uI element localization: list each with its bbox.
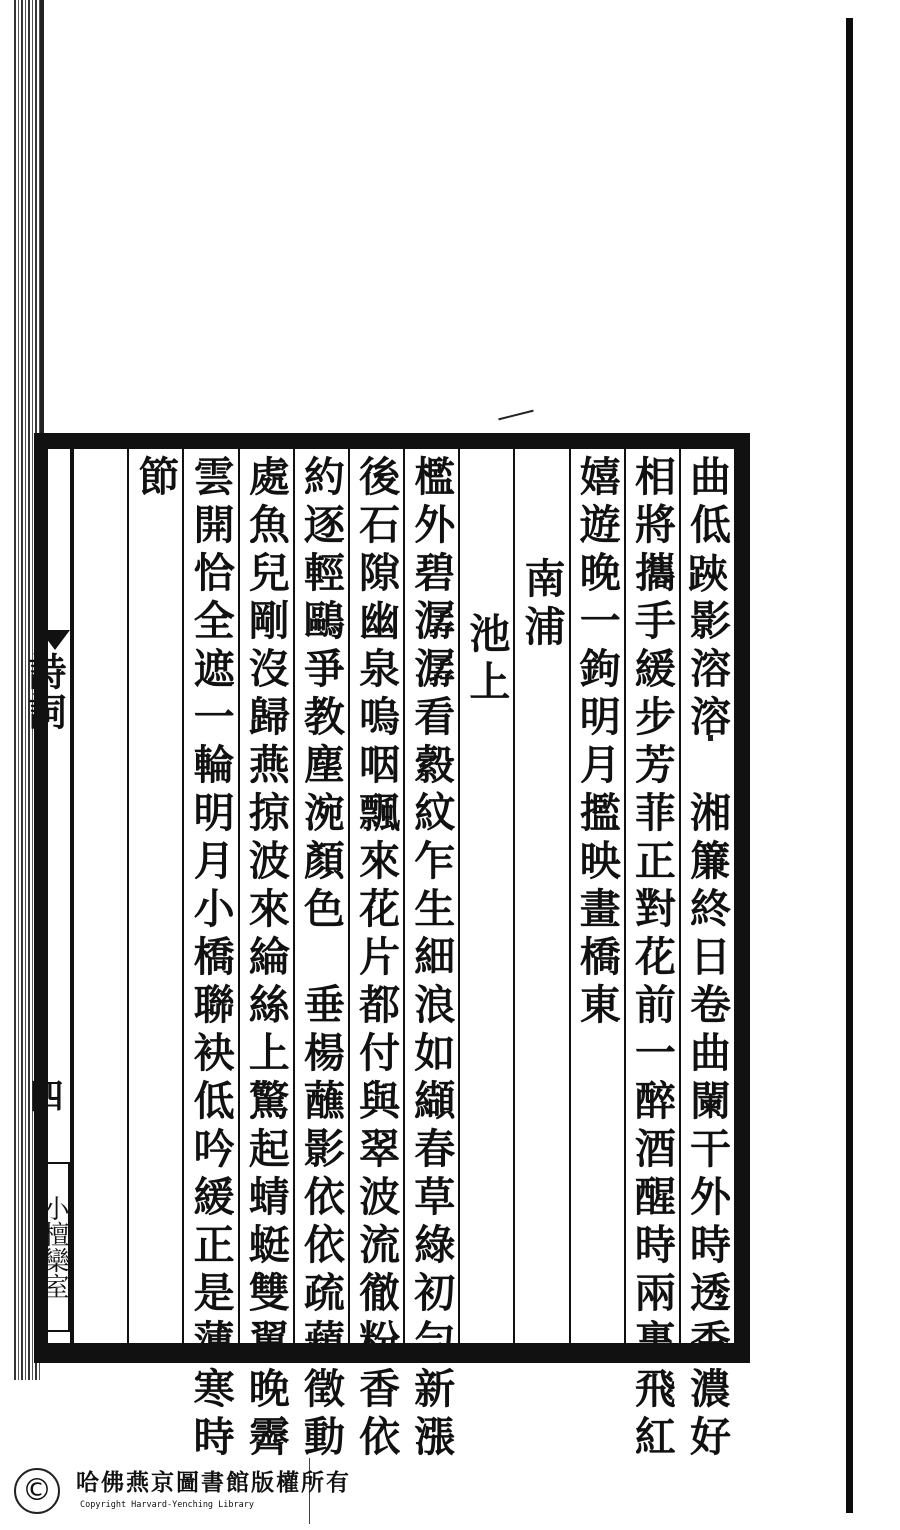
- column-text: 約逐輕鷗爭教塵涴顏色 垂楊蘸影依依疏蘋徵動: [296, 455, 345, 1463]
- fish-tail-mark: [40, 630, 70, 650]
- column-text: 檻外碧潺潺看縠紋乍生細浪如纈春草綠初勻新漲: [407, 455, 456, 1463]
- copyright-stamp: [10, 1458, 351, 1524]
- text-column: [624, 449, 679, 1463]
- text-column: [403, 449, 458, 1463]
- text-columns: [72, 449, 734, 1463]
- text-column: [348, 449, 403, 1463]
- column-text: 處魚兒剛沒歸燕掠波來綸絲上驚起蜻蜓雙翼晚霽: [241, 455, 290, 1463]
- text-column: [72, 449, 127, 1343]
- copyright-icon: ©: [14, 1468, 60, 1514]
- text-column: [513, 449, 568, 1343]
- text-column: [127, 449, 182, 1343]
- fold-strip-title: 詩詞: [22, 652, 67, 732]
- column-text: 相將攜手緩步芳菲正對花前一醉酒醒時兩裏飛紅: [627, 455, 676, 1463]
- text-column: [458, 449, 513, 1343]
- text-column: [182, 449, 237, 1463]
- ink-speck: [498, 410, 533, 421]
- text-column: [569, 449, 624, 1343]
- text-column: [238, 449, 293, 1463]
- text-column: [293, 449, 348, 1463]
- column-text: 後石隙幽泉嗚咽飄來花片都付與翠波流徹粉香依: [352, 455, 401, 1463]
- copyright-text-chinese: 哈佛燕京圖書館版權所有: [76, 1469, 351, 1496]
- column-text: 嬉遊晚一鉤明月㩜映畫橋東: [572, 455, 621, 1031]
- column-text: 雲開恰全遮一輪明月小橋聯袂低吟緩正是薄寒時: [186, 455, 235, 1463]
- column-text: 節: [131, 455, 180, 503]
- studio-name: 小檀欒室: [40, 1162, 70, 1332]
- page-number: 四: [23, 1078, 63, 1112]
- copyright-text-english: Copyright Harvard-Yenching Library: [80, 1500, 254, 1510]
- page-edge-rule: [846, 18, 853, 1513]
- column-text: 池上: [462, 611, 511, 708]
- column-text: 南浦: [517, 556, 566, 653]
- binding-edge-line: [40, 0, 44, 440]
- column-text: 曲低𨁂影溶溶 湘簾終日卷曲闌干外時透香濃好: [683, 455, 731, 1463]
- text-column: [679, 449, 734, 1463]
